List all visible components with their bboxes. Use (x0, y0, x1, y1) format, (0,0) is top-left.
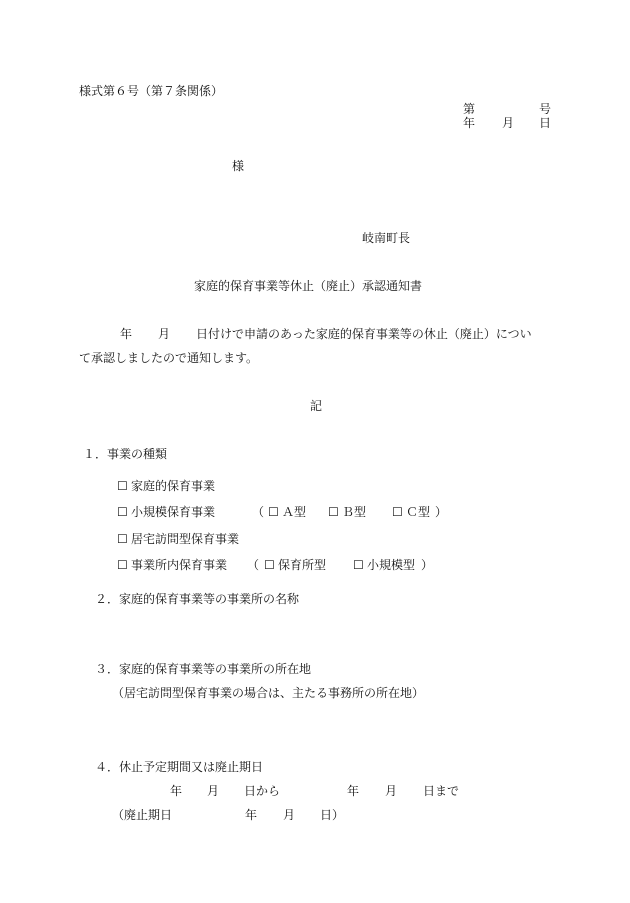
checkbox-kyotaku[interactable]: ☐ (117, 532, 128, 546)
checkbox-type-a[interactable]: ☐ (268, 505, 279, 519)
checkbox-jigyousho[interactable]: ☐ (117, 558, 128, 572)
option-jigyousho (117, 558, 227, 572)
addressee-suffix: 様 (232, 159, 245, 173)
date-year-label: 年 (463, 116, 476, 130)
option-type-c-label: Ｃ型 (406, 505, 431, 519)
checkbox-type-c[interactable]: ☐ (392, 505, 403, 519)
option-type-a-label: Ａ型 (282, 505, 307, 519)
period-start-year-label: 年 (170, 784, 183, 798)
option-shoukibo (117, 505, 215, 519)
body-month-label: 月 (158, 327, 171, 341)
haishi-label: （廃止期日 (112, 808, 173, 822)
period-start-month-label: 月 (207, 784, 220, 798)
section-4-heading: ４．休止予定期間又は廃止期日 (95, 760, 264, 774)
date-day-label: 日 (539, 116, 552, 130)
document-title: 家庭的保育事業等休止（廃止）承認通知書 (194, 279, 423, 293)
period-start-day-label: 日から (244, 784, 281, 798)
option-katei-label: 家庭的保育事業 (131, 479, 216, 493)
checkbox-shoukibo[interactable]: ☐ (117, 505, 128, 519)
option-jigyousho-label: 事業所内保育事業 (131, 558, 228, 572)
body-text-line1: 日付けで申請のあった家庭的保育事業等の休止（廃止）につい (196, 327, 532, 341)
section-3-heading: ３．家庭的保育事業等の事業所の所在地 (95, 662, 312, 676)
checkbox-type-b[interactable]: ☐ (328, 505, 339, 519)
haishi-month-label: 月 (283, 808, 296, 822)
option-type-c (392, 505, 430, 519)
period-end-month-label: 月 (385, 784, 398, 798)
haishi-day-label: 日） (320, 808, 345, 822)
body-text-line2: て承認しましたので通知します。 (79, 351, 259, 365)
issuer-name: 岐南町長 (362, 231, 411, 245)
section-3-note: （居宅訪問型保育事業の場合は、主たる事務所の所在地） (112, 686, 425, 700)
option-hoikusho-type-label: 保育所型 (278, 558, 327, 572)
section-1-heading: １．事業の種類 (83, 447, 168, 461)
option-shoukibo-label: 小規模保育事業 (131, 505, 216, 519)
shoukibo-close-paren: ） (435, 505, 448, 519)
section-2-heading: ２．家庭的保育事業等の事業所の名称 (95, 592, 300, 606)
option-hoikusho-type (264, 558, 326, 572)
shoukibo-open-paren: （ (252, 505, 265, 519)
jigyousho-open-paren: （ (247, 558, 260, 572)
number-suffix: 号 (539, 102, 552, 116)
haishi-year-label: 年 (245, 808, 258, 822)
body-year-label: 年 (120, 327, 133, 341)
checkbox-shoukibo-type[interactable]: ☐ (353, 558, 364, 572)
checkbox-hoikusho-type[interactable]: ☐ (264, 558, 275, 572)
jigyousho-close-paren: ） (421, 558, 434, 572)
option-kyotaku-label: 居宅訪問型保育事業 (131, 532, 240, 546)
option-type-b-label: Ｂ型 (342, 505, 367, 519)
period-end-day-label: 日まで (423, 784, 460, 798)
number-prefix: 第 (463, 102, 476, 116)
form-label: 様式第６号（第７条関係） (79, 84, 224, 98)
period-end-year-label: 年 (347, 784, 360, 798)
option-type-b (328, 505, 366, 519)
option-shoukibo-type-label: 小規模型 (367, 558, 416, 572)
option-kyotaku (117, 532, 239, 546)
option-shoukibo-type (353, 558, 415, 572)
date-month-label: 月 (502, 116, 515, 130)
checkbox-katei[interactable]: ☐ (117, 479, 128, 493)
option-katei (117, 479, 215, 493)
ki-heading: 記 (310, 399, 323, 413)
option-type-a (268, 505, 306, 519)
